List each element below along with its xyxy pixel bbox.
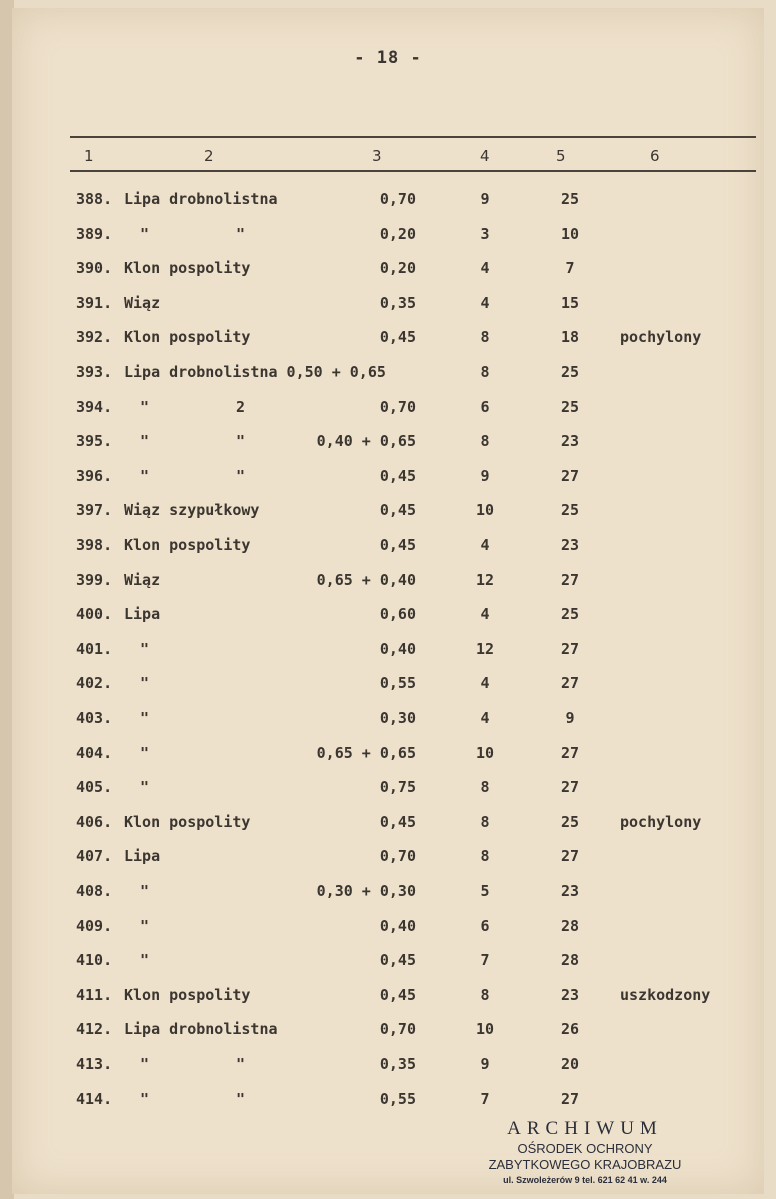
table-row: [0, 225, 776, 259]
species-name: ": [140, 432, 150, 451]
column-header-6: 6: [650, 147, 660, 165]
table-row: [0, 432, 776, 466]
species-name: ": [140, 224, 150, 243]
column-5-value: 20: [560, 1055, 580, 1073]
column-header-3: 3: [372, 147, 382, 165]
table-row: [0, 1020, 776, 1054]
column-5-value: 23: [560, 882, 580, 900]
table-row: [0, 605, 776, 639]
column-4-value: 9: [480, 466, 490, 485]
species-name: Lipa drobnolistna: [124, 1020, 278, 1039]
species-name: ": [140, 743, 150, 762]
species-name: ": [140, 639, 150, 658]
table-row: [0, 640, 776, 674]
column-4-value: 10: [475, 743, 495, 762]
table-row: [0, 571, 776, 605]
column-5-value: 25: [560, 812, 580, 831]
trunk-diameter: 0,40: [379, 639, 416, 658]
row-number: 396.: [76, 466, 113, 485]
column-5-value: 27: [560, 1089, 580, 1108]
species-name: ": [140, 674, 150, 693]
column-4-value: 4: [480, 605, 490, 624]
row-number: 390.: [76, 259, 113, 278]
species-name: Lipa drobnolistna: [124, 190, 278, 208]
row-number: 393.: [76, 363, 113, 381]
row-number: 409.: [76, 916, 113, 935]
row-number: 411.: [76, 985, 113, 1004]
column-4-value: 7: [480, 1089, 490, 1108]
stamp-line-2: OŚRODEK OCHRONY: [517, 1141, 653, 1156]
column-5-value: 26: [560, 1020, 580, 1039]
row-number: 403.: [76, 709, 113, 727]
stamp-line-4: ul. Szwoleżerów 9 tel. 621 62 41 w. 244: [503, 1175, 667, 1185]
trunk-diameter: 0,45: [379, 985, 416, 1004]
species-name-ditto: ": [236, 466, 246, 485]
species-name: ": [140, 1055, 150, 1073]
column-4-value: 10: [475, 1020, 495, 1039]
column-5-value: 27: [560, 674, 580, 693]
trunk-diameter: 0,45: [379, 328, 416, 347]
column-5-value: 28: [560, 951, 580, 970]
row-number: 408.: [76, 882, 113, 900]
column-5-value: 27: [560, 847, 580, 866]
column-4-value: 5: [480, 882, 490, 900]
trunk-diameter: 0,30: [379, 709, 416, 727]
trunk-diameter: 0,35: [379, 293, 416, 312]
column-5-value: 15: [560, 293, 580, 312]
trunk-diameter: 0,30 + 0,30: [316, 882, 416, 900]
species-name: ": [140, 466, 150, 485]
species-name: ": [140, 882, 150, 900]
column-header-2: 2: [204, 147, 214, 165]
table-header-rule: [70, 170, 756, 172]
table-row: [0, 709, 776, 743]
row-number: 404.: [76, 743, 113, 762]
table-row: [0, 847, 776, 881]
column-4-value: 6: [480, 397, 490, 416]
trunk-diameter: 0,40 + 0,65: [316, 432, 416, 451]
trunk-diameter: 0,20: [379, 224, 416, 243]
column-5-value: 10: [560, 224, 580, 243]
column-4-value: 8: [480, 985, 490, 1004]
trunk-diameter: 0,40: [379, 916, 416, 935]
trunk-diameter: 0,35: [379, 1055, 416, 1073]
species-name: Klon pospolity: [124, 536, 251, 554]
column-4-value: 7: [480, 951, 490, 970]
row-number: 405.: [76, 778, 113, 797]
species-name: Klon pospolity: [124, 985, 251, 1004]
column-5-value: 25: [560, 501, 580, 520]
row-number: 400.: [76, 605, 113, 624]
table-row: [0, 813, 776, 847]
table-row: [0, 674, 776, 708]
column-5-value: 27: [560, 466, 580, 485]
species-name: Wiąz szypułkowy: [124, 501, 260, 520]
column-4-value: 12: [475, 570, 495, 589]
column-4-value: 9: [480, 190, 490, 208]
species-name-ditto: ": [236, 432, 246, 451]
condition-note: uszkodzony: [620, 985, 711, 1004]
species-name: ": [140, 778, 150, 797]
column-4-value: 4: [480, 259, 490, 278]
trunk-diameter: 0,20: [379, 259, 416, 278]
trunk-diameter: 0,70: [379, 1020, 416, 1039]
trunk-diameter: 0,75: [379, 778, 416, 797]
species-name: Lipa drobnolistna 0,50 + 0,65: [124, 363, 386, 381]
column-4-value: 8: [480, 812, 490, 831]
species-name: Klon pospolity: [124, 812, 251, 831]
table-row: [0, 744, 776, 778]
column-5-value: 25: [560, 605, 580, 624]
column-5-value: 9: [565, 709, 575, 727]
table-row: [0, 467, 776, 501]
table-row: [0, 882, 776, 916]
row-number: 414.: [76, 1089, 113, 1108]
column-5-value: 23: [560, 432, 580, 451]
species-name: Klon pospolity: [124, 328, 251, 347]
column-5-value: 27: [560, 743, 580, 762]
column-5-value: 25: [560, 190, 580, 208]
stamp-line-3: ZABYTKOWEGO KRAJOBRAZU: [488, 1157, 682, 1172]
trunk-diameter: 0,45: [379, 536, 416, 554]
trunk-diameter: 0,45: [379, 812, 416, 831]
row-number: 413.: [76, 1055, 113, 1073]
column-header-4: 4: [480, 147, 490, 165]
trunk-diameter: 0,60: [379, 605, 416, 624]
trunk-diameter: 0,70: [379, 397, 416, 416]
row-number: 388.: [76, 190, 113, 208]
row-number: 406.: [76, 812, 113, 831]
trunk-diameter: 0,65 + 0,65: [316, 743, 416, 762]
row-number: 395.: [76, 432, 113, 451]
column-4-value: 4: [480, 674, 490, 693]
species-name: ": [140, 916, 150, 935]
column-4-value: 6: [480, 916, 490, 935]
column-4-value: 4: [480, 536, 490, 554]
column-4-value: 8: [480, 847, 490, 866]
table-row: [0, 328, 776, 362]
column-4-value: 8: [480, 432, 490, 451]
column-4-value: 12: [475, 639, 495, 658]
table-row: [0, 294, 776, 328]
column-5-value: 27: [560, 778, 580, 797]
row-number: 397.: [76, 501, 113, 520]
table-row: [0, 363, 776, 397]
species-name-ditto: ": [236, 1055, 246, 1073]
condition-note: pochylony: [620, 812, 702, 831]
species-name: Klon pospolity: [124, 259, 251, 278]
row-number: 391.: [76, 293, 113, 312]
trunk-diameter: 0,65 + 0,40: [316, 570, 416, 589]
table-row: [0, 501, 776, 535]
species-name: ": [140, 1089, 150, 1108]
table-row: [0, 259, 776, 293]
column-5-value: 7: [565, 259, 575, 278]
column-4-value: 9: [480, 1055, 490, 1073]
table-row: [0, 1055, 776, 1089]
column-5-value: 28: [560, 916, 580, 935]
trunk-diameter: 0,55: [379, 674, 416, 693]
column-4-value: 4: [480, 709, 490, 727]
trunk-diameter: 0,45: [379, 501, 416, 520]
row-number: 389.: [76, 224, 113, 243]
table-row: [0, 190, 776, 224]
column-4-value: 10: [475, 501, 495, 520]
column-header-1: 1: [84, 147, 94, 165]
species-name: ": [140, 709, 150, 727]
table-row: [0, 536, 776, 570]
row-number: 392.: [76, 328, 113, 347]
species-name: ": [140, 397, 150, 416]
table-row: [0, 778, 776, 812]
trunk-diameter: 0,55: [379, 1089, 416, 1108]
column-5-value: 23: [560, 536, 580, 554]
species-name: Wiąz: [124, 293, 161, 312]
column-5-value: 25: [560, 363, 580, 381]
condition-note: pochylony: [620, 328, 702, 347]
table-row: [0, 951, 776, 985]
row-number: 407.: [76, 847, 113, 866]
species-name-ditto: ": [236, 224, 246, 243]
trunk-diameter: 0,70: [379, 847, 416, 866]
column-5-value: 25: [560, 397, 580, 416]
column-4-value: 8: [480, 778, 490, 797]
column-5-value: 18: [560, 328, 580, 347]
species-name: Lipa: [124, 847, 161, 866]
column-header-5: 5: [556, 147, 566, 165]
species-name: Wiąz: [124, 570, 161, 589]
table-row: [0, 986, 776, 1020]
column-4-value: 8: [480, 328, 490, 347]
species-name: ": [140, 951, 150, 970]
row-number: 410.: [76, 951, 113, 970]
row-number: 398.: [76, 536, 113, 554]
row-number: 399.: [76, 570, 113, 589]
trunk-diameter: 0,45: [379, 466, 416, 485]
table-top-rule: [70, 136, 756, 138]
species-name-ditto: 2: [236, 397, 246, 416]
species-name-ditto: ": [236, 1089, 246, 1108]
trunk-diameter: 0,45: [379, 951, 416, 970]
column-4-value: 3: [480, 224, 490, 243]
stamp-line-1: ARCHIWUM: [507, 1118, 663, 1139]
column-5-value: 27: [560, 570, 580, 589]
column-4-value: 4: [480, 293, 490, 312]
column-5-value: 23: [560, 985, 580, 1004]
trunk-diameter: 0,70: [379, 190, 416, 208]
table-row: [0, 917, 776, 951]
page-number: - 18 -: [354, 48, 422, 68]
row-number: 394.: [76, 397, 113, 416]
archive-stamp: [470, 1118, 700, 1185]
column-4-value: 8: [480, 363, 490, 381]
row-number: 402.: [76, 674, 113, 693]
species-name: Lipa: [124, 605, 161, 624]
table-row: [0, 398, 776, 432]
row-number: 412.: [76, 1020, 113, 1039]
column-5-value: 27: [560, 639, 580, 658]
row-number: 401.: [76, 639, 113, 658]
